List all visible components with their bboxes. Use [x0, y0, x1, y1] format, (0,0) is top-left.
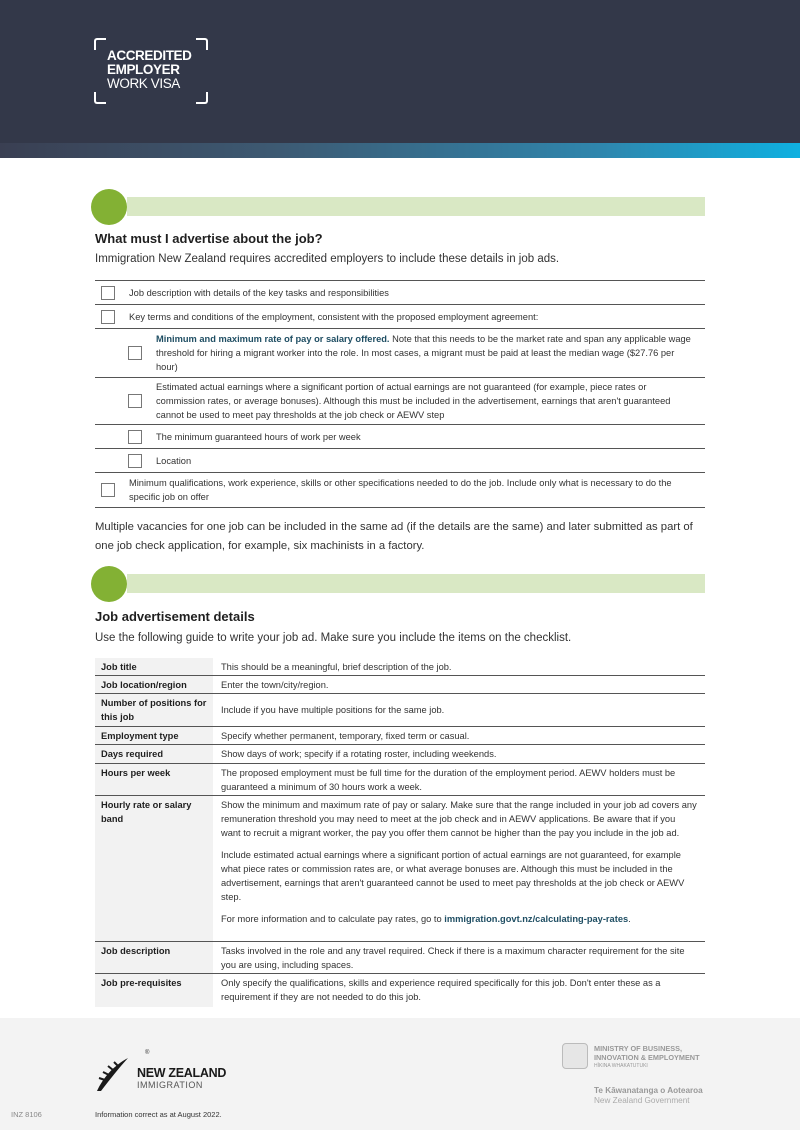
row-label: Days required — [95, 745, 213, 763]
table-row — [95, 745, 705, 764]
table-row — [95, 658, 705, 676]
checklist-item — [95, 329, 705, 378]
section-intro: Immigration New Zealand requires accredited employers to include these details in job ads. — [95, 253, 560, 265]
section-marker — [91, 189, 705, 225]
job-ad-table — [95, 658, 705, 1007]
item-text: Minimum qualifications, work experience, skills or other specifications needed to do the job. Include only what is necessary to do the specific job on offer — [129, 478, 672, 502]
row-value: Show days of work; specify if a rotating roster, including weekends. — [221, 749, 497, 759]
row-label: Job title — [95, 658, 213, 675]
fern-icon — [95, 1056, 129, 1092]
nzi-line1: NEW ZEALAND — [137, 1066, 227, 1080]
coat-of-arms-icon — [562, 1043, 588, 1069]
checklist-item — [95, 425, 705, 449]
row-label: Job location/region — [95, 676, 213, 693]
table-row — [95, 676, 705, 694]
section-title: What must I advertise about the job? — [95, 231, 323, 246]
earnings-paragraph: Include estimated actual earnings where a significant portion of actual earnings are not guaranteed, for example what piece rates or commission rates are, or what average bonuses are. Although this must be included in the advertisement, earnings that aren't guaranteed cannot be used to meet pay thresholds at the job check or AEWV step. — [221, 850, 685, 902]
checkbox[interactable] — [128, 394, 142, 408]
gradient-band — [0, 143, 800, 158]
row-value: The proposed employment must be full time for the duration of the employment period. AEWV holders must be guaranteed a minimum of 30 hours work a week. — [221, 768, 676, 792]
logo-line: WORK VISA — [107, 76, 180, 91]
row-label: Employment type — [95, 727, 213, 744]
checkbox[interactable] — [101, 483, 115, 497]
item-text: Key terms and conditions of the employment, consistent with the proposed employment agreement: — [129, 311, 539, 322]
checkbox[interactable] — [128, 346, 142, 360]
checklist-item — [95, 449, 705, 473]
table-row — [95, 942, 705, 974]
nzi-line2: IMMIGRATION — [137, 1080, 203, 1090]
table-row — [95, 796, 705, 942]
registered-mark: ® — [145, 1050, 150, 1056]
table-row — [95, 694, 705, 727]
logo-line: ACCREDITED — [107, 48, 192, 63]
table-row — [95, 764, 705, 796]
pay-rates-link[interactable]: immigration.govt.nz/calculating-pay-rates — [444, 914, 629, 924]
mbie-line: INNOVATION & EMPLOYMENT — [594, 1053, 700, 1062]
header-banner — [0, 0, 800, 143]
mbie-line: MINISTRY OF BUSINESS, — [594, 1044, 682, 1053]
checkbox[interactable] — [101, 286, 115, 300]
row-value: This should be a meaningful, brief description of the job. — [221, 662, 452, 672]
item-bold: Minimum and maximum rate of pay or salary offered. — [156, 334, 390, 344]
info-date: Information correct as at August 2022. — [95, 1110, 222, 1119]
table-row — [95, 727, 705, 745]
row-label: Job description — [95, 942, 213, 973]
checkbox[interactable] — [101, 310, 115, 324]
aewv-logo — [94, 38, 208, 104]
checklist-item — [95, 305, 705, 329]
row-label: Number of positions for this job — [95, 694, 213, 726]
mbie-line: HĪKINA WHAKATUTUKI — [594, 1063, 648, 1069]
row-value: Only specify the qualifications, skills and experience required specifically for this job. Don't enter these as a requirement if they are not needed to do this job. — [221, 978, 661, 1002]
section-title: Job advertisement details — [95, 609, 255, 624]
section-marker — [91, 566, 705, 602]
vacancies-note: Multiple vacancies for one job can be included in the same ad (if the details are the same) and later submitted as part of one job check application, for example, six machinists in a factory. — [95, 521, 693, 552]
row-value: Enter the town/city/region. — [221, 680, 329, 690]
checkbox[interactable] — [128, 454, 142, 468]
item-text: Location — [156, 455, 192, 466]
item-rest: Note that this needs to be the market rate and span any applicable wage threshold for hiring a migrant worker into the role. In most cases, a migrant must be paid at least the median wage ($27.76 per hour) — [156, 334, 691, 372]
gov-line2: New Zealand Government — [594, 1096, 690, 1105]
period: . — [628, 914, 631, 924]
item-text — [156, 328, 705, 378]
form-code: INZ 8106 — [11, 1110, 42, 1119]
row-value — [213, 796, 705, 941]
table-row — [95, 974, 705, 1007]
more-info-paragraph — [221, 912, 697, 926]
logo-line: EMPLOYER — [107, 62, 180, 77]
row-value: Specify whether permanent, temporary, fixed term or casual. — [221, 731, 470, 741]
item-text: The minimum guaranteed hours of work per week — [156, 431, 361, 442]
item-text: Estimated actual earnings where a significant portion of actual earnings are not guaranteed (for example, piece rates or commission rates, or average bonuses). Although this must be included in the advertisement, earnings that aren't guaranteed cannot be used to meet pay thresholds at the job check or AEWV step — [156, 382, 671, 420]
pay-paragraph: Show the minimum and maximum rate of pay or salary. Make sure that the range included in your job ad covers any remuneration threshold you may need to meet at the job check and in AEWV applications. Be aware that if you want to recruit a migrant worker, the pay you offer them cannot be higher than the pay you include in the job ad. — [221, 800, 697, 838]
checklist-item — [95, 378, 705, 425]
checklist — [95, 280, 705, 508]
gov-line1: Te Kāwanatanga o Aotearoa — [594, 1086, 703, 1095]
row-label: Hours per week — [95, 764, 213, 795]
row-value: Tasks involved in the role and any travel required. Check if there is a maximum character requirement for the site you are using, including spaces. — [221, 946, 685, 970]
row-label: Job pre-requisites — [95, 974, 213, 1007]
more-info-text: For more information and to calculate pay rates, go to — [221, 914, 445, 924]
checklist-item — [95, 281, 705, 305]
section-intro: Use the following guide to write your job ad. Make sure you include the items on the checklist. — [95, 632, 572, 644]
row-value: Include if you have multiple positions for the same job. — [221, 705, 445, 715]
item-text: Job description with details of the key tasks and responsibilities — [129, 287, 389, 298]
checkbox[interactable] — [128, 430, 142, 444]
row-label: Hourly rate or salary band — [95, 796, 213, 941]
checklist-item — [95, 473, 705, 508]
